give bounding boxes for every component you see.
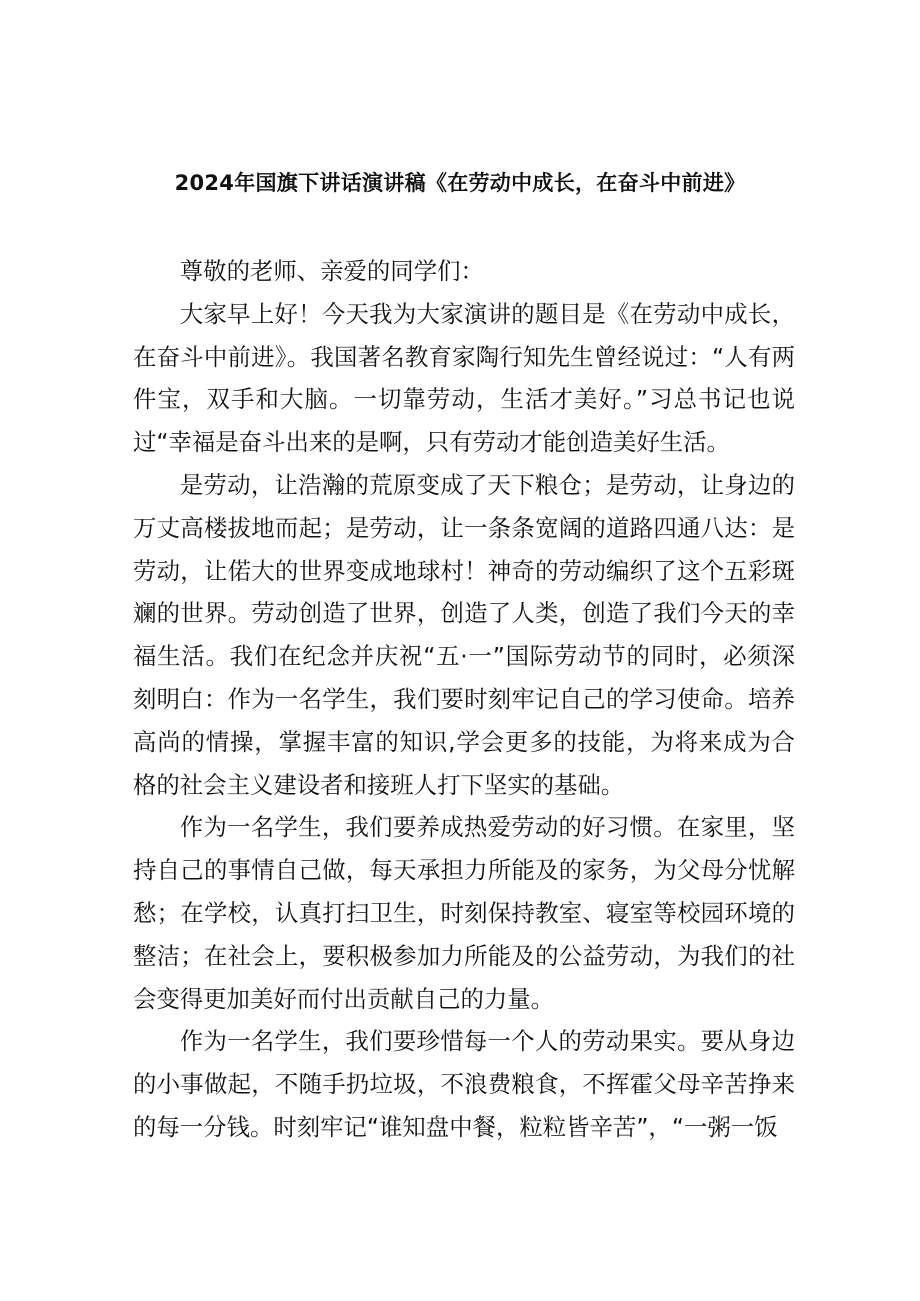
salutation-paragraph: 尊敬的老师、亲爱的同学们： (179, 257, 484, 285)
body-paragraph: 作为一名学生，我们要养成热爱劳动的好习惯。在家里，坚持自己的事情自己做，每天承担力所能及的家务，为父母分忧解愁；在学校，认真打扫卫生，时刻保持教室、寝室等校园环境的整洁；在社会上，要积极参加力所能及的公益劳动，为我们的社会变得更加美好而付出贡献自己的力量。 (133, 813, 795, 1013)
body-paragraph: 大家早上好！今天我为大家演讲的题目是《在劳动中成长，在奋斗中前进》。我国著名教育家陶行知先生曾经说过：“人有两件宝，双手和大脑。一切靠劳动，生活才美好。”习总书记也说过“幸福是奋斗出来的是啊，只有劳动才能创造美好生活。 (133, 299, 795, 457)
body-paragraph: 作为一名学生，我们要珍惜每一个人的劳动果实。要从身边的小事做起，不随手扔垃圾，不浪费粮食，不挥霍父母辛苦挣来的每一分钱。时刻牢记“谁知盘中餐，粒粒皆辛苦”，“一粥一饭 (133, 1027, 795, 1141)
document-title: 2024年国旗下讲话演讲稿《在劳动中成长，在奋斗中前进》 (174, 171, 746, 195)
document-body (133, 250, 795, 1149)
body-paragraph: 是劳动，让浩瀚的荒原变成了天下粮仓；是劳动，让身边的万丈高楼拔地而起；是劳动，让一条条宽阔的道路四通八达：是劳动，让偌大的世界变成地球村！神奇的劳动编织了这个五彩斑斓的世界。劳动创造了世界，创造了人类，创造了我们今天的幸福生活。我们在纪念并庆祝“五·一”国际劳动节的同时，必须深刻明白：作为一名学生，我们要时刻牢记自己的学习使命。培养高尚的情操，掌握丰富的知识,学会更多的技能，为将来成为合格的社会主义建设者和接班人打下坚实的基础。 (133, 470, 795, 799)
